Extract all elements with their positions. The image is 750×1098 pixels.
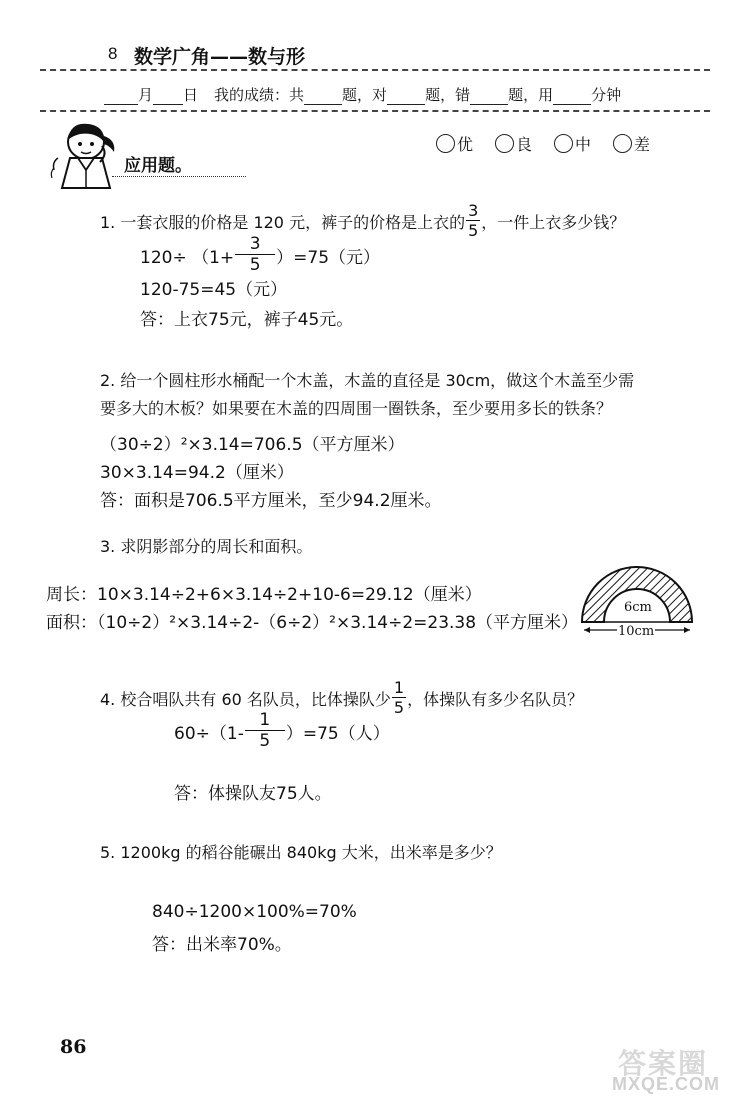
section-title-underline xyxy=(112,176,246,177)
radio-circle-icon xyxy=(495,134,514,153)
watermark-url: MXQE.COM xyxy=(612,1074,721,1094)
total-blank xyxy=(304,90,342,105)
fraction: $\frac{3}{5}$ xyxy=(235,236,275,274)
inner-diameter-label: 6cm xyxy=(624,600,652,615)
chapter-title: 数学广角——数与形 xyxy=(134,46,306,68)
problem-3-area: 面积：（10÷2）²×3.14÷2-（6÷2）²×3.14÷2=23.38（平方厘米） xyxy=(46,613,579,633)
day-blank xyxy=(153,90,183,105)
fraction: $\frac{1}{5}$ xyxy=(393,678,405,717)
time-blank xyxy=(553,90,591,105)
problem-2-question-line-2: 要多大的木板？如果要在木盖的四周围一圈铁条，至少要用多长的铁条？ xyxy=(100,399,613,418)
section-title: 应用题。 xyxy=(124,156,192,176)
problem-5-work-1: 840÷1200×100%=70% xyxy=(152,902,357,922)
chapter-number: 8 xyxy=(108,44,118,63)
fraction: $\frac{3}{5}$ xyxy=(468,201,479,240)
watermark-logo: 答案圈 xyxy=(618,1047,709,1080)
record-month: 月 xyxy=(138,86,154,104)
problem-4-work-1: 60÷（1- $\frac{1}{5}$ ）=75（人） xyxy=(174,710,390,751)
problem-2-answer: 答：面积是706.5平方厘米，至少94.2厘米。 xyxy=(100,491,442,511)
wrong-blank xyxy=(470,90,508,105)
problem-3-perimeter: 周长：10×3.14÷2+6×3.14÷2+10-6=29.12（厘米） xyxy=(46,585,482,605)
problem-2-question-line-1: 2. 给一个圆柱形水桶配一个木盖，木盖的直径是 30cm，做这个木盖至少需 xyxy=(100,371,635,390)
arrow-right-icon xyxy=(684,627,690,633)
problem-4-question: 4. 校合唱队共有 60 名队员，比体操队少 $\frac{1}{5}$ ，体操队有多少名队员？ xyxy=(100,678,584,717)
problem-1-answer: 答：上衣75元，裤子45元。 xyxy=(140,310,354,330)
problem-1-work-1: 120÷ （1+ $\frac{3}{5}$ ）=75（元） xyxy=(140,234,381,275)
record-t1: 题，对 xyxy=(342,86,388,104)
radio-circle-icon xyxy=(436,134,455,153)
record-t3: 题，用 xyxy=(508,86,554,104)
radio-circle-icon xyxy=(554,134,573,153)
problem-1-work-2: 120-75=45（元） xyxy=(140,280,288,300)
record-minutes: 分钟 xyxy=(591,86,622,104)
rating-excellent[interactable]: 优 xyxy=(436,132,473,155)
record-score: 我的成绩：共 xyxy=(214,86,305,104)
girl-thinking-icon xyxy=(50,118,122,192)
problem-5-answer: 答：出米率70%。 xyxy=(152,935,292,955)
header-divider-top xyxy=(40,69,710,71)
problem-1-question: 1. 一套衣服的价格是 120 元，裤子的价格是上衣的 $\frac{3}{5}$ ，一件上衣多少钱？ xyxy=(100,201,626,240)
problem-2-work-2: 30×3.14=94.2（厘米） xyxy=(100,463,294,483)
rating-group xyxy=(436,132,650,155)
month-blank xyxy=(104,90,138,105)
arrow-left-icon xyxy=(584,627,590,633)
rating-poor[interactable]: 差 xyxy=(613,132,650,155)
page-number: 86 xyxy=(60,1036,87,1058)
header-divider-bottom xyxy=(40,110,710,112)
problem-3-question: 3. 求阴影部分的周长和面积。 xyxy=(100,537,313,556)
problem-4-answer: 答：体操队友75人。 xyxy=(174,784,332,804)
record-day: 日 xyxy=(183,86,199,104)
problem-2-work-1: （30÷2）²×3.14=706.5（平方厘米） xyxy=(100,435,405,455)
problem-5-question: 5. 1200kg 的稻谷能碾出 840kg 大米，出米率是多少？ xyxy=(100,843,502,862)
radio-circle-icon xyxy=(613,134,632,153)
record-line xyxy=(104,84,621,105)
rating-good[interactable]: 良 xyxy=(495,132,532,155)
correct-blank xyxy=(387,90,425,105)
fraction: $\frac{1}{5}$ xyxy=(245,712,285,750)
outer-diameter-label: 10cm xyxy=(618,624,655,639)
record-t2: 题，错 xyxy=(425,86,471,104)
rating-average[interactable]: 中 xyxy=(554,132,591,155)
